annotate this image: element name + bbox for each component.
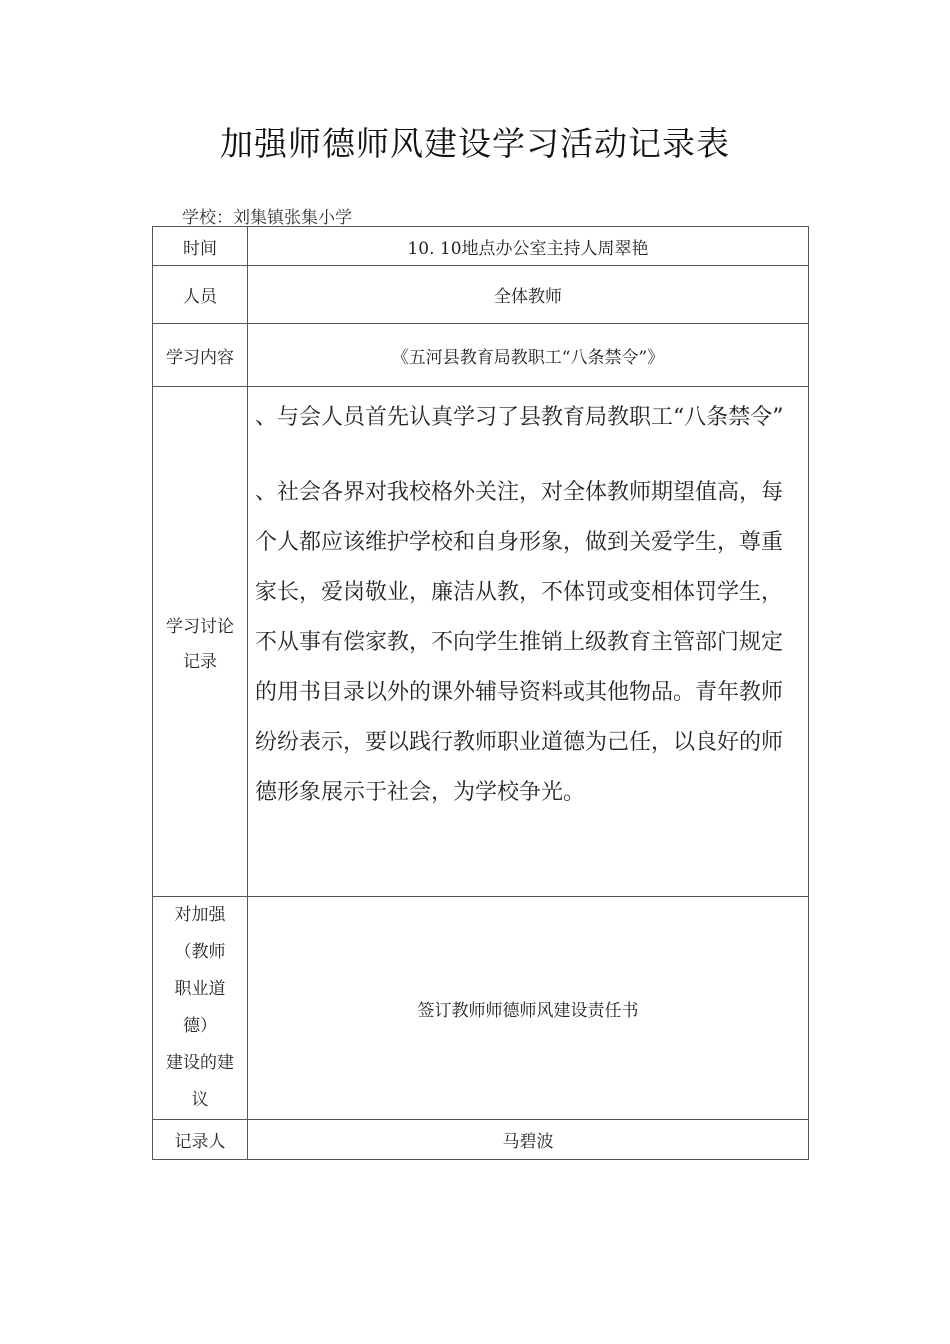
discussion-label-line2: 记录 <box>183 651 217 672</box>
suggestion-label-line: 建设的建 <box>166 1053 234 1073</box>
suggestion-label-cell <box>153 897 248 1120</box>
discussion-value-cell <box>248 387 809 897</box>
table-row-discussion <box>153 387 809 897</box>
suggestion-label-line: 德） <box>183 1016 217 1036</box>
school-name: 学校：刘集镇张集小学 <box>182 208 352 228</box>
time-label: 时间 <box>153 227 248 266</box>
suggestion-label-line: 职业道 <box>174 979 226 999</box>
table-row-content <box>153 324 809 387</box>
table-row-time <box>153 227 809 266</box>
suggestion-value: 签订教师师德师风建设责任书 <box>248 897 809 1120</box>
record-table <box>152 226 809 1160</box>
content-label: 学习内容 <box>153 324 248 387</box>
recorder-label: 记录人 <box>153 1120 248 1160</box>
table-row-suggestion <box>153 897 809 1120</box>
discussion-text <box>248 387 808 818</box>
suggestion-label-line: 对加强 <box>174 905 226 925</box>
discussion-paragraph-1: 、与会人员首先认真学习了县教育局教职工“八条禁令” <box>255 405 784 430</box>
content-value: 《五河县教育局教职工“八条禁令”》 <box>248 324 809 387</box>
table-row-people <box>153 266 809 324</box>
suggestion-label-line: （教师 <box>174 942 226 962</box>
recorder-value: 马碧波 <box>248 1120 809 1160</box>
discussion-label-line1: 学习讨论 <box>166 616 234 637</box>
page-title: 加强师德师风建设学习活动记录表 <box>220 124 730 163</box>
discussion-label-cell <box>153 387 248 897</box>
people-value: 全体教师 <box>248 266 809 324</box>
time-value: 10. 10地点办公室主持人周翠艳 <box>248 227 809 266</box>
discussion-paragraph-2: 、社会各界对我校格外关注，对全体教师期望值高，每个人都应该维护学校和自身形象，做到关爱学生，尊重家长，爱岗敬业，廉洁从教，不体罚或变相体罚学生，不从事有偿家教，不向学生推销上级教育主管部门规定的用书目录以外的课外辅导资料或其他物品。青年教师纷纷表示，要以践行教师职业道德为己任，以良好的师德形象展示于社会，为学校争光。 <box>255 480 784 805</box>
table-row-recorder <box>153 1120 809 1160</box>
people-label: 人员 <box>153 266 248 324</box>
suggestion-label-line: 议 <box>191 1090 209 1110</box>
